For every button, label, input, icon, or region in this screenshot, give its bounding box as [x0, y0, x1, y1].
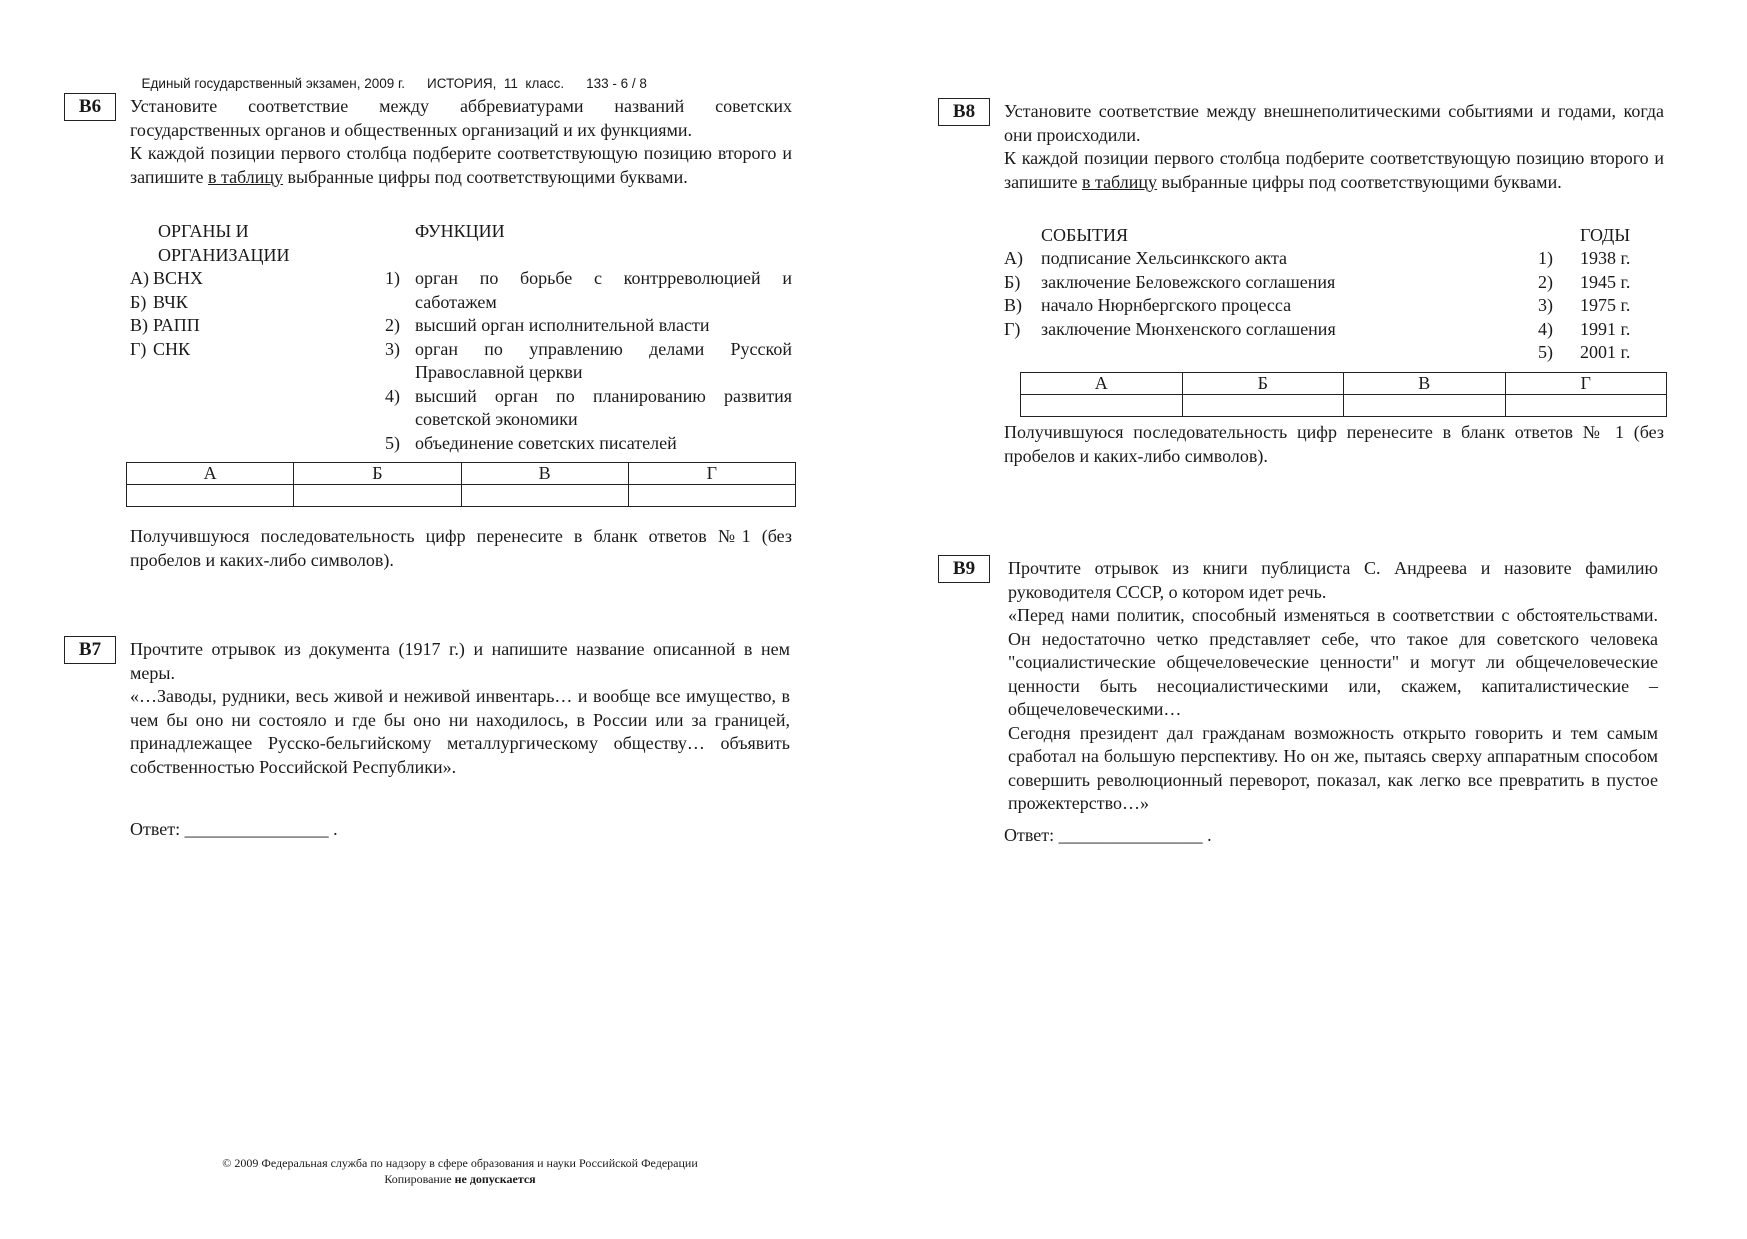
answer-cell-b[interactable] [294, 485, 461, 507]
list-item: Г) СНК [130, 338, 191, 359]
list-item: В) начало Нюрнбергского процесса [1004, 295, 1292, 315]
b8-col1-heading: СОБЫТИЯ [1041, 225, 1129, 245]
copyright-line: © 2009 Федеральная служба по надзору в сфере образования и науки Российской Федерации [222, 1156, 698, 1170]
page-footer [160, 1155, 760, 1187]
list-item: 5) объединение советских писателей [385, 432, 677, 453]
list-item: В) РАПП [130, 315, 200, 335]
list-item: 5) 2001 г. [1538, 342, 1631, 362]
b8-col2-heading: ГОДЫ [1580, 225, 1631, 245]
list-item: Б) заключение Беловежского соглашения [1004, 271, 1336, 292]
page-header [134, 61, 669, 91]
b6-transfer-note: Получившуюся последовательность цифр перенесите в бланк ответов №1 (без пробелов и каких-либо символов). [130, 526, 792, 570]
table-header-b: Б [294, 463, 461, 485]
task-b6-text [130, 95, 792, 189]
task-b6-instruction: К каждой позиции первого столбца подберите соответствующую позицию второго и запишите в таблицу выбранные цифры под соответствующими буквами. [130, 143, 792, 187]
task-b6-label: В6 [64, 93, 116, 121]
task-b7-quote: «…Заводы, рудники, весь живой и неживой инвентарь… и вообще все имущество, в чем бы оно ни состояло и где бы оно ни находилось, в России или за границей, принадлежащее Русско-бельгийскому металлургическому обществу… объявить собственностью Российской Республики». [130, 686, 790, 777]
answer-cell-b[interactable] [1182, 395, 1344, 417]
task-b8-instruction: К каждой позиции первого столбца подберите соответствующую позицию второго и запишите в таблицу выбранные цифры под соответствующими буквами. [1004, 148, 1664, 192]
list-item: 4) высший орган по планированию развития советской экономики [385, 385, 792, 429]
task-b9-text [1008, 557, 1658, 816]
task-b7-text [130, 638, 790, 779]
exam-title: Единый государственный экзамен, 2009 г. [141, 76, 406, 91]
list-item: Б) ВЧК [130, 291, 188, 312]
table-header-a: А [1021, 373, 1183, 395]
b6-col1-heading: ОРГАНЫ И ОРГАНИЗАЦИИ [158, 221, 290, 265]
answer-cell-a[interactable] [1021, 395, 1183, 417]
b6-right-list [385, 267, 792, 455]
b8-left-list [1004, 247, 1504, 341]
table-header-g: Г [628, 463, 795, 485]
answer-cell-g[interactable] [628, 485, 795, 507]
list-item: А) ВСНХ [130, 268, 204, 288]
list-item: Г) заключение Мюнхенского соглашения [1004, 318, 1336, 339]
task-b7-intro: Прочтите отрывок из документа (1917 г.) и напишите название описанной в нем меры. [130, 639, 790, 683]
task-b8-text [1004, 100, 1664, 194]
list-item: 1) орган по борьбе с контрреволюцией и саботажем [385, 268, 792, 312]
list-item: 1) 1938 г. [1538, 248, 1631, 268]
page-number: 133 - 6 / 8 [586, 76, 647, 91]
b9-answer-line[interactable]: Ответ: ________________ . [1004, 825, 1212, 845]
answer-cell-v[interactable] [461, 485, 628, 507]
task-b9-quote-1: «Перед нами политик, способный изменяться в соответствии с обстоятельствами. Он недостаточно четко представляет себе, что такое для советского человека "социалистические общечеловеческие ценности" и могут ли общечеловеческие ценности быть несоциалистическими или, скажем, капиталистические – общечеловеческими… [1008, 605, 1658, 719]
task-b9-quote-2: Сегодня президент дал гражданам возможность открыто говорить и тем самым сработал на большую перспективу. Но он же, пытаясь сверху аппаратным способом совершить революционный переворот, показал, как легко все превратить в пустое прожектерство…» [1008, 722, 1658, 813]
list-item: 3) 1975 г. [1538, 295, 1631, 315]
task-b7-label: В7 [64, 636, 116, 664]
answer-cell-g[interactable] [1505, 395, 1667, 417]
answer-cell-v[interactable] [1344, 395, 1506, 417]
list-item: 2) 1945 г. [1538, 271, 1631, 292]
table-header-v: В [461, 463, 628, 485]
task-b8-intro: Установите соответствие между внешнеполитическими событиями и годами, когда они происходили. [1004, 101, 1664, 145]
list-item: 3) орган по управлению делами Русской Православной церкви [385, 338, 792, 382]
table-header-a: А [127, 463, 294, 485]
b6-left-list [130, 267, 370, 361]
copy-notice: Копирование не допускается [384, 1172, 536, 1186]
b6-col2-heading: ФУНКЦИИ [415, 221, 505, 241]
list-item: А) подписание Хельсинкского акта [1004, 248, 1288, 268]
table-header-v: В [1344, 373, 1506, 395]
b8-right-list [1538, 247, 1668, 365]
task-b9-label: В9 [938, 555, 990, 583]
list-item: 2) высший орган исполнительной власти [385, 315, 710, 335]
b7-answer-line[interactable]: Ответ: ________________ . [130, 819, 338, 839]
b8-transfer-note: Получившуюся последовательность цифр перенесите в бланк ответов № 1 (без пробелов и каких-либо символов). [1004, 422, 1664, 466]
table-link: в таблицу [1081, 171, 1158, 192]
list-item: 4) 1991 г. [1538, 318, 1631, 339]
b6-answer-table [126, 462, 796, 507]
table-header-b: Б [1182, 373, 1344, 395]
table-header-g: Г [1505, 373, 1667, 395]
task-b6-intro: Установите соответствие между аббревиатурами названий советских государственных органов и общественных организаций и их функциями. [130, 96, 792, 140]
subject-title: ИСТОРИЯ, 11 класс. [427, 76, 565, 91]
answer-cell-a[interactable] [127, 485, 294, 507]
task-b9-intro: Прочтите отрывок из книги публициста С. Андреева и назовите фамилию руководителя СССР, о котором идет речь. [1008, 558, 1658, 602]
b8-answer-table [1020, 372, 1667, 417]
table-link: в таблицу [207, 166, 284, 187]
task-b8-label: В8 [938, 98, 990, 126]
